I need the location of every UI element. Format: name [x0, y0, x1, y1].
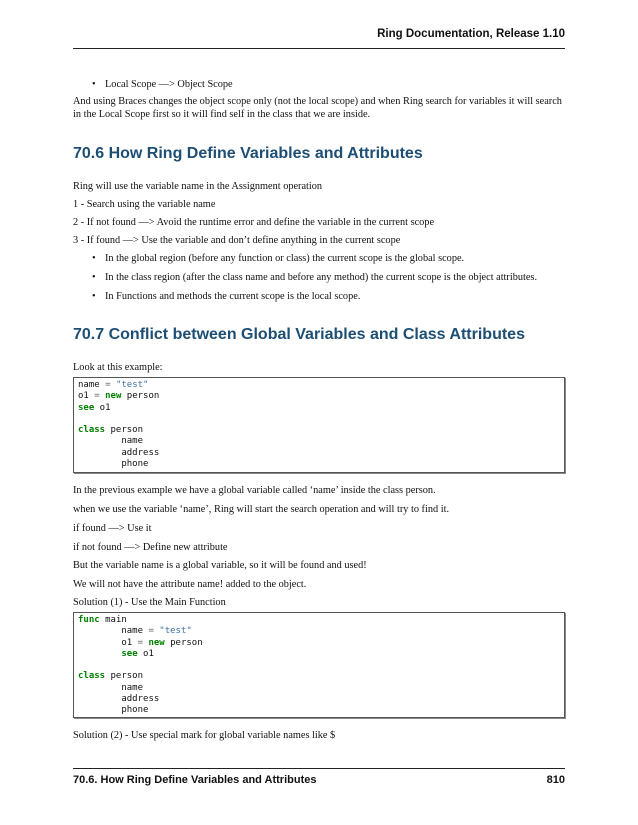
paragraph: But the variable name is a global variable, so it will be found and used! — [73, 560, 367, 571]
paragraph: Solution (2) - Use special mark for global variable names like $ — [73, 730, 336, 741]
paragraph: 3 - If found —> Use the variable and don’t define anything in the current scope — [73, 235, 401, 246]
page-number: 810 — [546, 774, 565, 786]
code-block: name = "test" o1 = new person see o1 class person name address phone — [73, 377, 565, 473]
code-block: func main name = "test" o1 = new person see o1 class person name address phone — [73, 612, 565, 718]
page-footer — [73, 768, 565, 786]
paragraph: 1 - Search using the variable name — [73, 199, 216, 210]
header-title: Ring Documentation, Release 1.10 — [377, 28, 565, 40]
section-heading: 70.6 How Ring Define Variables and Attributes — [73, 145, 423, 162]
paragraph: Ring will use the variable name in the Assignment operation — [73, 181, 323, 192]
paragraph: 2 - If not found —> Avoid the runtime error and define the variable in the current scope — [73, 217, 435, 228]
paragraph: Look at this example: — [73, 362, 163, 373]
page-header — [73, 28, 565, 49]
paragraph: In the previous example we have a global variable called ‘name’ inside the class person. — [73, 485, 436, 496]
paragraph: if not found —> Define new attribute — [73, 542, 228, 553]
footer-section: 70.6. How Ring Define Variables and Attributes — [73, 774, 317, 786]
paragraph: when we use the variable ‘name’, Ring will start the search operation and will try to find it. — [73, 504, 450, 515]
paragraph: Solution (1) - Use the Main Function — [73, 597, 226, 608]
paragraph: We will not have the attribute name! added to the object. — [73, 579, 307, 590]
paragraph: And using Braces changes the object scope only (not the local scope) and when Ring search for variables it will search in the Local Scope first so it will find self in the class that we are inside. — [73, 96, 562, 120]
paragraph: if found —> Use it — [73, 523, 152, 534]
section-heading: 70.7 Conflict between Global Variables and Class Attributes — [73, 326, 525, 343]
